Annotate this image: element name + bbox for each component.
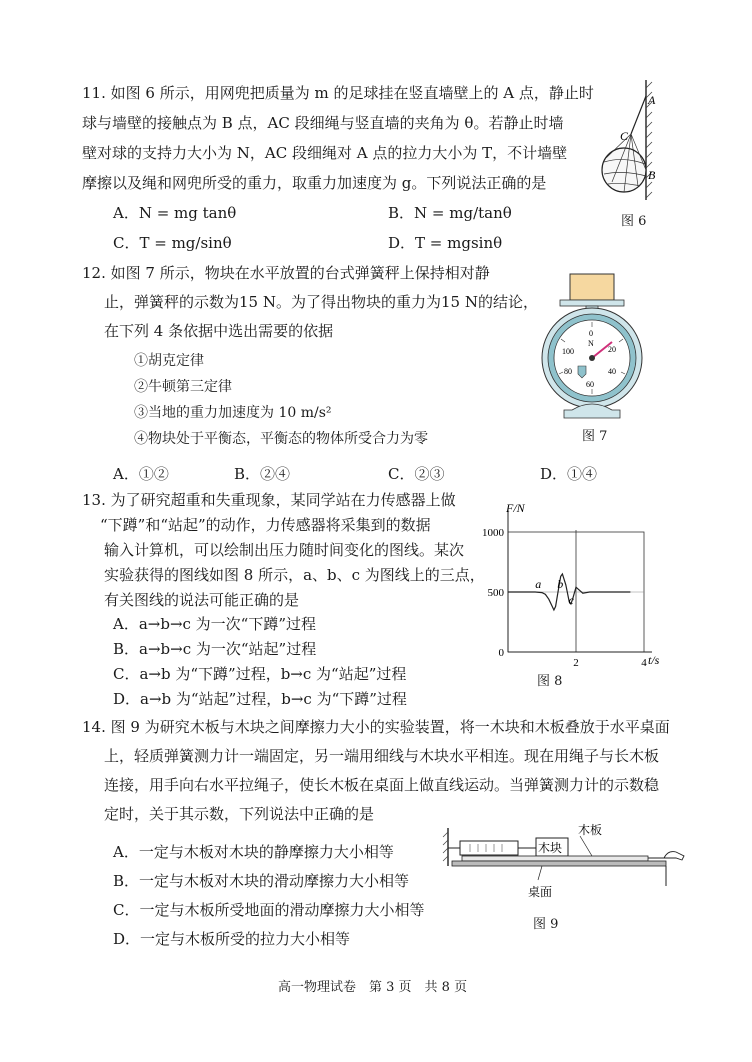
figure-7-caption: 图 7 [582,429,608,444]
q11-option-c: C．T = mg/sinθ [113,234,232,252]
fig6-label-b: B [648,168,656,182]
q12-item-4: ④物块处于平衡态，平衡态的物体所受合力为零 [134,431,428,447]
figure-8-force-time-chart [470,498,660,669]
chart-y-axis-label: F/N [506,501,525,515]
chart-y-tick-label: 0 [498,647,504,659]
dial-label-100: 100 [562,347,574,356]
q13-line-3: 输入计算机，可以绘制出压力随时间变化的图线。某次 [104,541,465,559]
chart-point-label-a: a [535,577,542,591]
q13-option-a: A．a→b→c 为一次“下蹲”过程 [113,615,317,633]
q12-line-1: 12. 如图 7 所示，物块在水平放置的台式弹簧秤上保持相对静 [82,264,490,282]
q11-option-b: B．N = mg/tanθ [388,204,512,222]
q12-option-a: A．①② [113,465,169,483]
q12-option-b: B．②④ [234,465,291,483]
q11-option-a: A．N = mg tanθ [113,204,237,222]
q11-line-2: 球与墙壁的接触点为 B 点，AC 段细绳与竖直墙的夹角为 θ。若静止时墙 [82,114,564,132]
q12-item-1: ①胡克定律 [134,353,204,369]
q11-option-d: D．T = mgsinθ [388,234,503,252]
chart-point-label-c: c [568,593,574,607]
chart-y-tick-label: 1000 [482,527,504,539]
q12-option-c: C．②③ [388,465,445,483]
q11-line-3: 壁对球的支持力大小为 N，AC 段细绳对 A 点的拉力大小为 T，不计墙壁 [82,144,568,162]
q14-option-b: B．一定与木板对木块的滑动摩擦力大小相等 [113,872,410,890]
q13-line-5: 有关图线的说法可能正确的是 [104,591,300,609]
table-top [452,861,666,866]
dial-label-n: N [588,339,594,348]
q12-option-d: D．①④ [540,465,598,483]
q14-option-a: A．一定与木板对木块的静摩擦力大小相等 [113,843,394,861]
dial-label-80: 80 [564,367,572,376]
fig6-label-c: C [620,129,629,143]
q14-option-c: C．一定与木板所受地面的滑动摩擦力大小相等 [113,901,425,919]
board-label: 木板 [578,823,603,837]
q12-line-3: 在下列 4 条依据中选出需要的依据 [104,322,334,340]
figure-6-caption: 图 6 [621,214,647,229]
table-label: 桌面 [528,885,553,899]
chart-y-tick-label: 500 [487,587,504,599]
figure-8-caption: 图 8 [537,674,563,689]
figure-9-friction-apparatus [442,820,690,916]
dial-label-0: 0 [589,329,593,338]
q14-line-3: 连接，用手向右水平拉绳子，使长木板在桌面上做直线运动。当弹簧测力计的示数稳 [104,776,660,794]
q12-line-2: 止，弹簧秤的示数为15 N。为了得出物块的重力为15 N的结论， [104,293,538,311]
chart-axes [508,508,652,652]
figure-9-caption: 图 9 [533,917,559,932]
q14-line-4: 定时，关于其示数，下列说法中正确的是 [104,805,375,823]
chart-tick-labels [482,527,647,669]
chart-grid [508,530,644,652]
q11-line-1: 11. 如图 6 所示，用网兜把质量为 m 的足球挂在竖直墙壁上的 A 点，静止时 [82,84,594,102]
q14-line-1: 14. 图 9 为研究木板与木块之间摩擦力大小的实验装置，将一木块和木板叠放于水平桌面 [82,718,670,736]
chart-point-label-b: b [557,577,564,591]
q13-line-1: 13. 为了研究超重和失重现象，某同学站在力传感器上做 [82,491,456,509]
chart-x-tick-label: 4 [641,657,647,669]
chart-x-axis-label: t/s [648,653,660,667]
q13-line-4: 实验获得的图线如图 8 所示，a、b、c 为图线上的三点， [104,566,485,584]
dial-label-60: 60 [586,380,594,389]
dial-label-40: 40 [608,367,616,376]
chart-x-tick-label: 2 [573,657,579,669]
hand-icon [664,852,684,860]
q12-item-3: ③当地的重力加速度为 10 m/s² [134,405,332,421]
long-board [462,856,648,861]
q12-item-2: ②牛顿第三定律 [134,379,232,395]
q14-line-2: 上，轻质弹簧测力计一端固定，另一端用细线与木块水平相连。现在用绳子与长木板 [104,747,660,765]
q13-line-2: “下蹲”和“站起”的动作，力传感器将采集到的数据 [100,516,431,534]
fig6-label-a: A [648,93,656,107]
q14-option-d: D．一定与木板所受的拉力大小相等 [113,930,351,948]
figure-7-spring-scale [536,270,648,422]
dial-label-20: 20 [608,345,616,354]
page-footer: 高一物理试卷 第 3 页 共 8 页 [278,980,468,995]
q13-option-b: B．a→b→c 为一次“站起”过程 [113,640,317,658]
q11-line-4: 摩擦以及绳和网兜所受的重力，取重力加速度为 g。下列说法正确的是 [82,174,547,192]
block-label: 木块 [538,841,563,855]
figure-6-ball-on-wall [596,78,666,208]
q13-option-d: D．a→b 为“站起”过程，b→c 为“下蹲”过程 [113,690,407,708]
q13-option-c: C．a→b 为“下蹲”过程，b→c 为“站起”过程 [113,665,407,683]
